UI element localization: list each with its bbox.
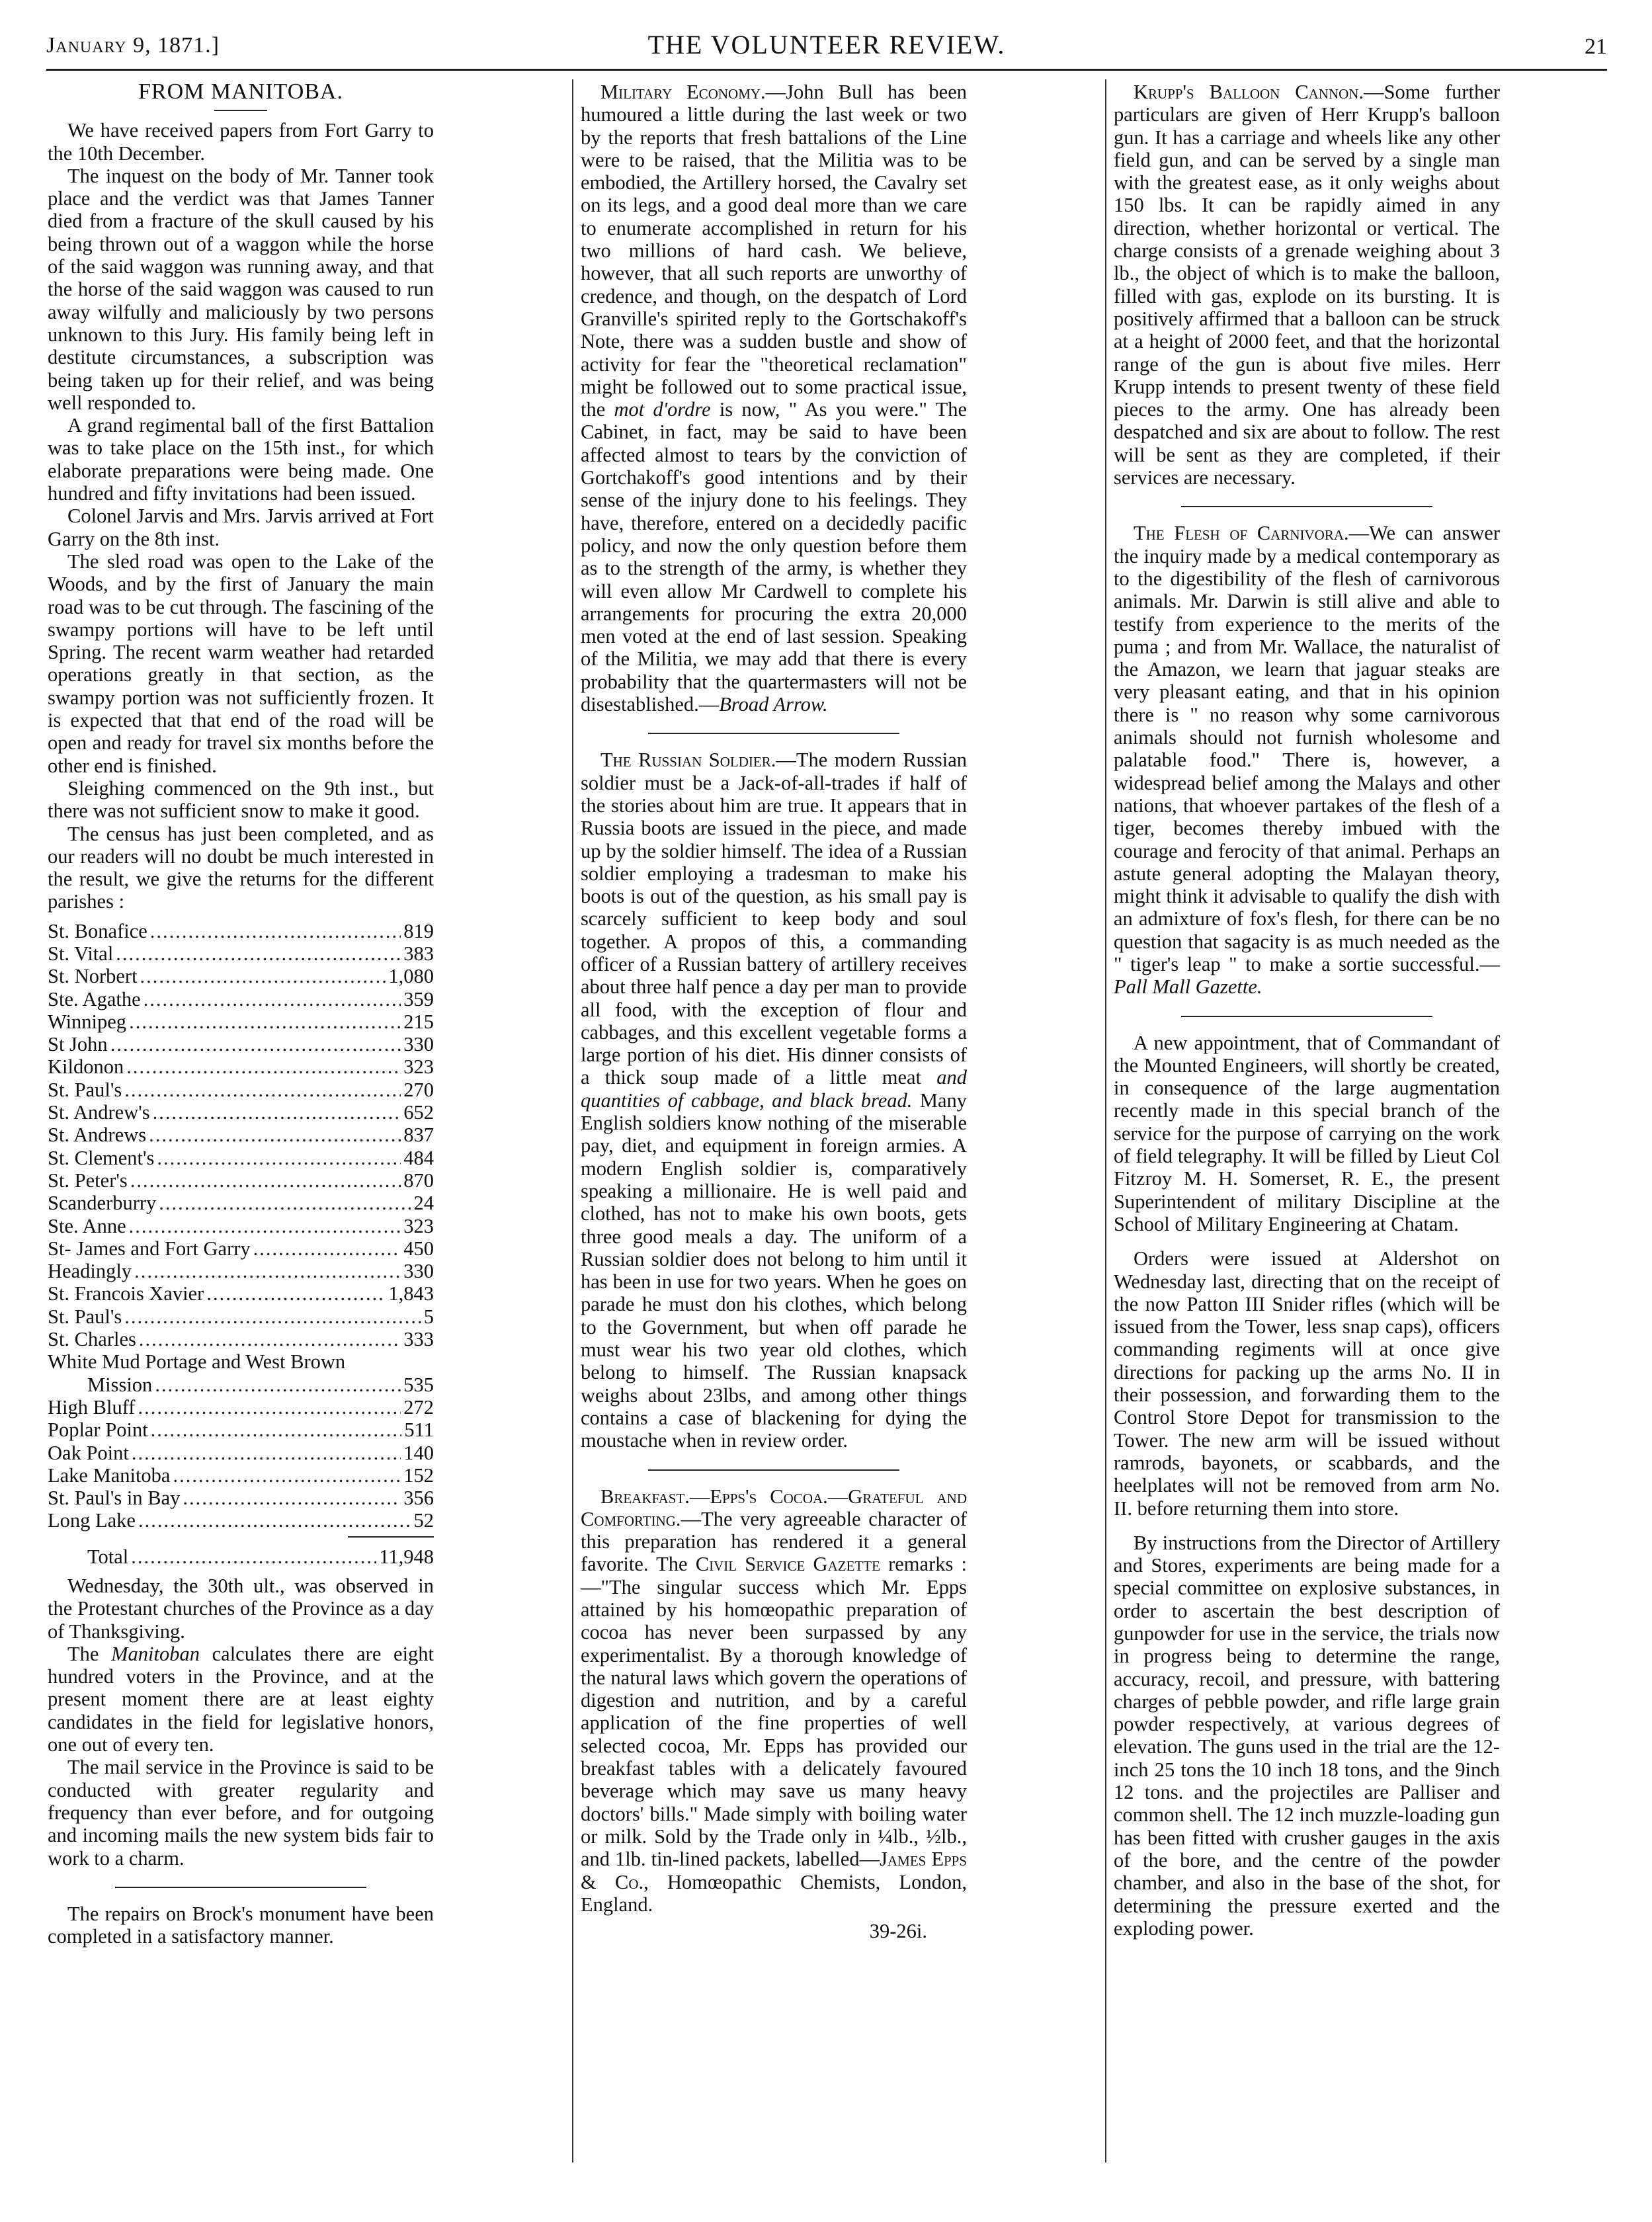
paragraph: The census has just been completed, and as our readers will no doubt be much interested in the result, we give the returns for the different parishes : (48, 822, 434, 913)
paragraph: Colonel Jarvis and Mrs. Jarvis arrived at Fort Garry on the 8th inst. (48, 505, 434, 550)
paragraph: The repairs on Brock's monument have been completed in a satisfactory manner. (48, 1902, 434, 1948)
paragraph: We have received papers from Fort Garry to the 10th December. (48, 119, 434, 165)
census-row: Headingly ..... 330 (48, 1260, 434, 1282)
article-instructions: By instructions from the Director of Artillery and Stores, experiments are being made for a special committee on explosive substances, in order to ascertain the best description of gunpowder for use in the service, the trials now in progress being to determine the range, accuracy, recoil, and pressure, with battering charges of pebble powder, and rifle large grain powder respectively, at various degrees of elevation. The guns used in the trial are the 12-inch 25 tons the 10 inch 18 tons, and the 9inch 12 tons. and the projectiles are Palliser and common shell. The 12 inch muzzle-loading gun has been fitted with crusher gauges in the axis of the bore, and the centre of the powder chamber, and also in the base of the shot, for determining the pressure exerted and the exploding power. (1114, 1531, 1500, 1940)
article-separator (115, 1887, 366, 1888)
paragraph: Sleighing commenced on the 9th inst., but there was not sufficient snow to make it good. (48, 776, 434, 823)
header-rule (46, 69, 1607, 71)
article-krupp: Krupp's Balloon Cannon.—Some further particulars are given of Herr Krupp's balloon gun. It has a carriage and wheels like any other field gun, and can be served by a single man with the greatest ease, as it only weighs about 150 lbs. It can be rapidly aimed in any direction, whether horizontal or vertical. The charge consists of a grenade weighing about 3 lb., the object of which is to make the balloon, filled with gas, explode on its bursting. It is positively affirmed that a balloon can be struck at a height of 2000 feet, and that the horizontal range of the gun is about five miles. Herr Krupp intends to present twenty of these field pieces to the army. One has already been despatched and six are about to follow. The rest will be sent as they are completed, if their services are necessary. (1114, 81, 1500, 489)
column-divider (1105, 79, 1106, 2162)
article-heading-manitoba: FROM MANITOBA. (138, 79, 343, 104)
column-3 (1114, 81, 1500, 1940)
total-rule (348, 1536, 434, 1538)
census-row: St. Clement's ..... 484 (48, 1147, 434, 1169)
newspaper-name: Manitoban (111, 1642, 200, 1665)
census-row: Oak Point ..... 140 (48, 1442, 434, 1464)
advert-code: 39-26i. (869, 1920, 927, 1943)
article-orders: Orders were issued at Aldershot on Wednesday last, directing that on the receipt of the now Patton III Snider rifles (which will be issued from the Tower, less snap caps), officers commanding regiments will at once give directions for packing up the arms No. II in their possession, and forwarding them to the Control Store Depot for transmission to the Tower. The new arm will be issued without ramrods, bayonets, or scabbards, and the heelplates will not be removed from arm No. II. before returning them into store. (1114, 1247, 1500, 1520)
paragraph: The Manitoban calculates there are eight hundred voters in the Province, and at the present moment there are at least eighty candidates in the field for legislative honors, one out of every ten. (48, 1642, 434, 1756)
article-military-economy: Military Economy.—John Bull has been humoured a little during the last week or two by the reports that fresh battalions of the Line were to be raised, that the Militia was to be embodied, the Artillery horsed, the Cavalry set on its legs, and a good deal more than we care to enumerate accomplished in return for his two millions of hard cash. We believe, however, that all such reports are unworthy of credence, and though, on the despatch of Lord Granville's spirited reply to the Gortschakoff's Note, there was a sudden bustle and show of activity for fear the "theoretical reclamation" might be followed out to some practical issue, the mot d'ordre is now, " As you were." The Cabinet, in fact, may be said to have been affected almost to tears by the conviction of Gortchakoff's good intentions and by their sense of the injury done to his feelings. They have, therefore, entered on a decidedly pacific policy, and now the only question before them as to the strength of the army, is whether they will even allow Mr Cardwell to complete his arrangements for procuring the extra 20,000 men voted at the end of last session. Speaking of the Militia, we may add that there is every probability that the quartermasters will not be disestablished.—Broad Arrow. (581, 81, 967, 716)
column-1 (48, 81, 434, 1948)
page-number: 21 (1585, 34, 1607, 59)
paragraph: Wednesday, the 30th ult., was observed in the Protestant churches of the Province as a day of Thanksgiving. (48, 1575, 434, 1643)
article-breakfast: Breakfast.—Epps's Cocoa.—Grateful and Comforting.—The very agreeable character of this preparation has rendered it a general favorite. The Civil Service Gazette remarks :—"The singular success which Mr. Epps attained by his homœopathic preparation of cocoa has never been surpassed by any experimentalist. By a thorough knowledge of the natural laws which govern the operations of digestion and nutrition, and by a careful application of the fine properties of well selected cocoa, Mr. Epps has provided our breakfast tables with a delicately favoured beverage which may save us many heavy doctors' bills." Made simply with boiling water or milk. Sold by the Trade only in ¼lb., ½lb., and 1lb. tin-lined packets, labelled—James Epps & Co., Homœopathic Chemists, London, England. (581, 1485, 968, 1916)
article-title: The Russian Soldier. (600, 749, 776, 772)
census-row: Lake Manitoba ..... 152 (48, 1464, 434, 1487)
source-credit: Pall Mall Gazette. (1114, 975, 1262, 999)
census-row: St. Paul's ..... 5 (48, 1305, 434, 1328)
article-title: The Flesh of Carnivora. (1134, 522, 1349, 545)
census-table (48, 920, 434, 1568)
census-row: St. Francois Xavier ..... 1,843 (48, 1282, 434, 1305)
census-row: Scanderburry ..... 24 (48, 1192, 434, 1214)
census-row: St. Bonafice ..... 819 (48, 920, 434, 942)
census-row: St- James and Fort Garry ..... 450 (48, 1237, 434, 1260)
census-row: St. Charles ..... 333 (48, 1328, 434, 1350)
census-row: St. Peter's ..... 870 (48, 1169, 434, 1192)
census-row: Long Lake ..... 52 (48, 1509, 434, 1532)
paragraph: The mail service in the Province is said to be conducted with greater regularity and frequency than ever before, and for outgoing and incoming mails the new system bids fair to work to a charm. (48, 1756, 434, 1870)
paragraph: A grand regimental ball of the first Battalion was to take place on the 15th inst., for which elaborate preparations were being made. One hundred and fifty invitations had been issued. (48, 414, 434, 505)
column-2 (581, 81, 967, 1942)
article-flesh-carnivora: The Flesh of Carnivora.—We can answer the inquiry made by a medical contemporary as to the digestibility of the flesh of carnivorous animals. Mr. Darwin is still alive and able to testify from experience to the merits of the puma ; and from Mr. Wallace, the naturalist of the Amazon, we learn that jaguar steaks are very pleasant eating, and that in his opinion there is " no reason why some carnivorous animals should not furnish wholesome and palatable food." There is, however, a widespread belief among the Malays and other nations, that whoever partakes of the flesh of a tiger, becomes thereby imbued with the courage and ferocity of that animal. Perhaps an astute general adopting the Malayan theory, might think it advisable to qualify the dish with an admixture of fox's flesh, for there can be no question that sagacity is as much needed as the " tiger's leap " to make a sortie successful.—Pall Mall Gazette. (1114, 522, 1500, 999)
page-header (46, 26, 1607, 66)
census-row: St. Norbert ..... 1,080 (48, 965, 434, 987)
publication-title: THE VOLUNTEER REVIEW. (647, 30, 1006, 60)
article-title: Military Economy. (600, 81, 766, 103)
census-row: Winnipeg ..... 215 (48, 1010, 434, 1033)
census-row: St. Vital ..... 383 (48, 942, 434, 965)
article-separator (1181, 1016, 1432, 1017)
census-row: St. Paul's ..... 270 (48, 1079, 434, 1101)
article-separator (1181, 506, 1432, 507)
source-credit: Broad Arrow. (719, 693, 828, 716)
census-row: Mission ..... 535 (48, 1374, 434, 1396)
article-appointment: A new appointment, that of Commandant of the Mounted Engineers, will shortly be created, in consequence of the large augmentation recently made in this special branch of the service for the purpose of carrying on the work of field telegraphy. It will be filled by Lieut Col Fitzroy M. H. Somerset, R. E., the present Superintendent of military Discipline at the School of Military Engineering at Chatam. (1114, 1031, 1500, 1235)
article-title: Breakfast.—Epps's Cocoa.—Grateful and Comforting. (581, 1485, 967, 1530)
paragraph: The inquest on the body of Mr. Tanner took place and the verdict was that James Tanner died from a fracture of the skull caused by his being thrown out of a waggon while the horse of the said waggon was running away, and that the horse of the said waggon was caused to run away wilfully and maliciously by two persons unknown to this Jury. His family being left in destitute circumstances, a subscription was being taken up for their relief, and was being well responded to. (48, 164, 434, 414)
issue-date: January 9, 1871.] (46, 33, 220, 58)
census-row: Kildonon ..... 323 (48, 1055, 434, 1078)
article-separator (648, 1469, 899, 1471)
article-separator (648, 733, 899, 734)
census-row-label: White Mud Portage and West Brown (48, 1350, 346, 1374)
paragraph: The sled road was open to the Lake of the Woods, and by the first of January the main road was to be cut through. The fascining of the swampy portions will have to be left until Spring. The recent warm weather had retarded operations greatly in that section, as the swampy portion was not sufficiently frozen. It is expected that that end of the road will be open and ready for travel six months before the other end is finished. (48, 550, 434, 777)
census-row: Poplar Point ..... 511 (48, 1419, 434, 1441)
census-row: St. Paul's in Bay ..... 356 (48, 1487, 434, 1509)
heading-rule (214, 110, 267, 111)
census-row: Ste. Anne ..... 323 (48, 1215, 434, 1237)
census-row: High Bluff ..... 272 (48, 1396, 434, 1419)
census-total-row: Total ..... 11,948 (48, 1545, 434, 1568)
census-row: St. Andrew's ..... 652 (48, 1101, 434, 1124)
census-row: Ste. Agathe ..... 359 (48, 988, 434, 1010)
article-russian-soldier: The Russian Soldier.—The modern Russian soldier must be a Jack-of-all-trades if half of the stories about him are true. It appears that in Russia boots are issued in the piece, and made up by the soldier himself. The idea of a Russian soldier employing a tradesman to make his boots is out of the question, as his small pay is scarcely sufficient to keep body and soul together. A propos of this, a commanding officer of a Russian battery of artillery receives about three half pence a day per man to provide all food, with the exception of flour and cabbages, and this excellent vegetable forms a large portion of his diet. His dinner consists of a thick soup made of a little meat and quantities of cabbage, and black bread. Many English soldiers know nothing of the miserable pay, diet, and equipment in foreign armies. A modern English soldier is, comparatively speaking a millionaire. He is well paid and clothed, has not to make his own boots, gets three good meals a day. The uniform of a Russian soldier does not belong to him until it has been in use for two years. When he goes on parade he must don his clothes, which belong to the Government, but when off parade he must wear his two year old clothes, which belong to himself. The Russian knapsack weighs about 23lbs, and among other things contains a case of blackening for dying the moustache when in review order. (581, 749, 967, 1452)
column-divider (572, 79, 573, 2162)
article-title: Krupp's Balloon Cannon. (1134, 81, 1364, 103)
census-row: St. Andrews ..... 837 (48, 1124, 434, 1146)
census-row: St John ..... 330 (48, 1033, 434, 1055)
